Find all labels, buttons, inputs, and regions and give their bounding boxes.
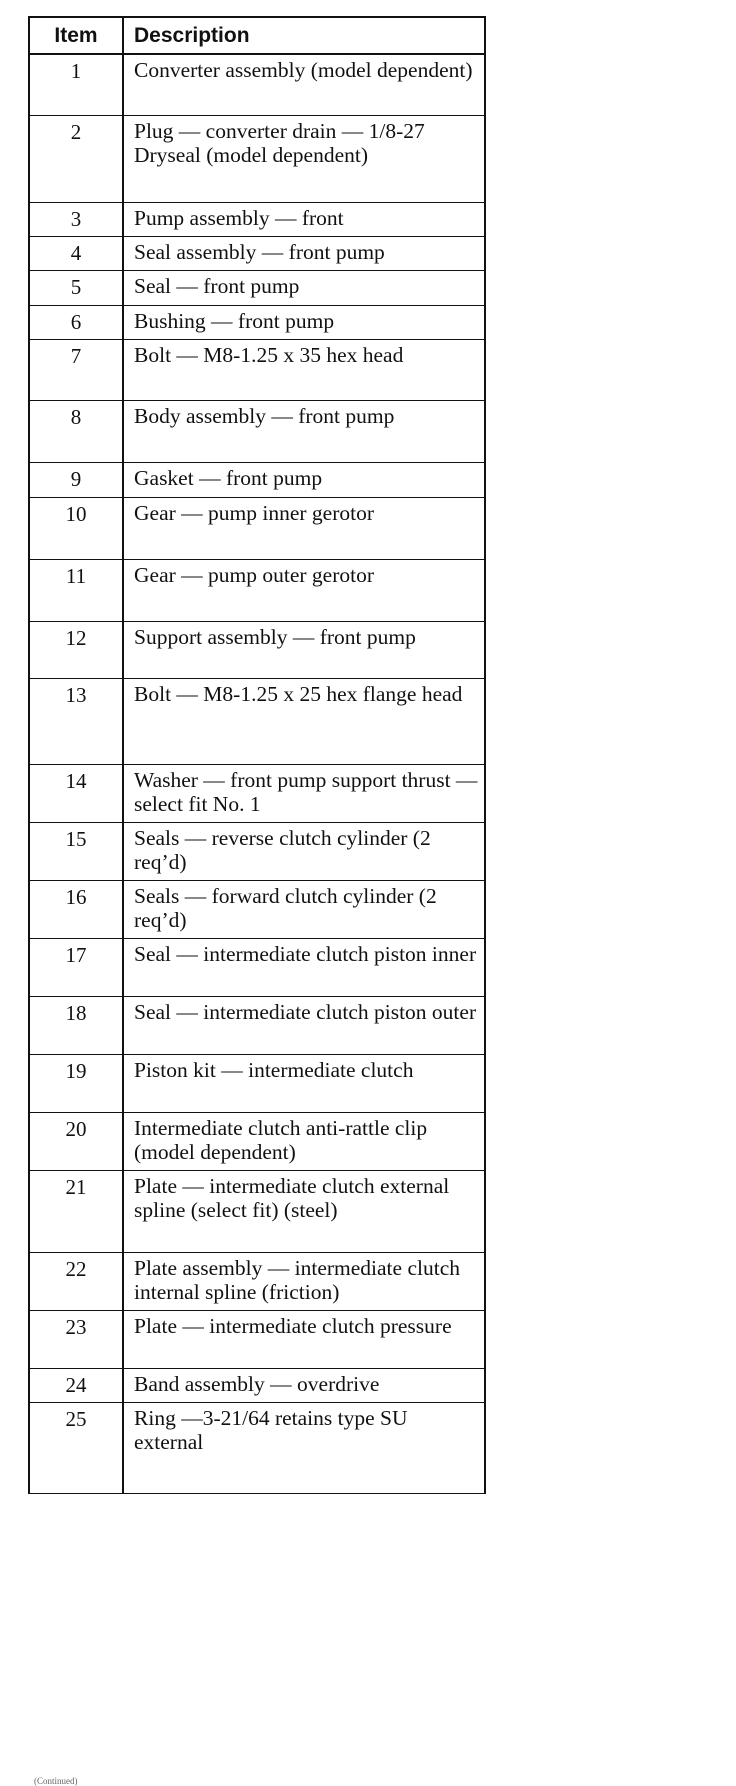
item-number: 23 [30, 1311, 124, 1368]
item-number: 8 [30, 401, 124, 462]
item-description: Support assembly — front pump [134, 625, 416, 649]
item-description: Piston kit — intermediate clutch [134, 1058, 414, 1082]
table-row [30, 679, 484, 765]
item-number: 10 [30, 498, 124, 559]
item-description: Bolt — M8-1.25 x 35 hex head [134, 343, 404, 367]
item-description: Ring —3-21/64 retains type SU external [134, 1406, 408, 1454]
continued-note: (Continued) [34, 1776, 78, 1786]
item-number: 2 [30, 116, 124, 202]
item-description: Bolt — M8-1.25 x 25 hex flange head [134, 682, 463, 706]
item-number: 21 [30, 1171, 124, 1252]
table-row [30, 306, 484, 340]
parts-table [28, 16, 486, 1494]
item-number: 25 [30, 1403, 124, 1493]
item-number: 12 [30, 622, 124, 678]
item-description: Seal assembly — front pump [134, 240, 385, 264]
table-row [30, 498, 484, 560]
item-description: Gasket — front pump [134, 466, 323, 490]
item-number: 6 [30, 306, 124, 339]
item-number: 18 [30, 997, 124, 1054]
item-number: 22 [30, 1253, 124, 1310]
item-description: Seal — intermediate clutch piston outer [134, 1000, 477, 1024]
item-number: 7 [30, 340, 124, 400]
table-row [30, 881, 484, 939]
table-row [30, 463, 484, 498]
item-number: 5 [30, 271, 124, 305]
table-row [30, 1171, 484, 1253]
item-number: 14 [30, 765, 124, 822]
item-number: 1 [30, 55, 124, 115]
table-row [30, 560, 484, 622]
table-row [30, 997, 484, 1055]
item-description: Plug — converter drain — 1/8-27 Dryseal (model dependent) [134, 119, 425, 167]
item-number: 16 [30, 881, 124, 938]
table-row [30, 55, 484, 116]
item-description: Intermediate clutch anti-rattle clip (model dependent) [134, 1116, 428, 1164]
item-number: 3 [30, 203, 124, 236]
item-number: 19 [30, 1055, 124, 1112]
item-description: Bushing — front pump [134, 309, 335, 333]
item-description: Gear — pump outer gerotor [134, 563, 375, 587]
item-number: 15 [30, 823, 124, 880]
item-description: Plate — intermediate clutch external spline (select fit) (steel) [134, 1174, 450, 1222]
table-row [30, 237, 484, 271]
table-row [30, 1403, 484, 1493]
table-row [30, 1055, 484, 1113]
item-description: Plate assembly — intermediate clutch internal spline (friction) [134, 1256, 460, 1304]
table-row [30, 939, 484, 997]
item-description: Gear — pump inner gerotor [134, 501, 375, 525]
table-row [30, 823, 484, 881]
item-description: Washer — front pump support thrust — select fit No. 1 [134, 768, 478, 816]
table-header-row [30, 18, 484, 55]
item-number: 17 [30, 939, 124, 996]
item-number: 11 [30, 560, 124, 621]
item-number: 20 [30, 1113, 124, 1170]
item-description: Band assembly — overdrive [134, 1372, 380, 1396]
header-description: Description [134, 24, 250, 47]
table-row [30, 1369, 484, 1403]
item-number: 13 [30, 679, 124, 764]
table-row [30, 622, 484, 679]
header-item: Item [30, 18, 124, 53]
table-row [30, 401, 484, 463]
item-number: 24 [30, 1369, 124, 1402]
item-number: 4 [30, 237, 124, 270]
table-row [30, 203, 484, 237]
table-row [30, 340, 484, 401]
item-description: Seals — forward clutch cylinder (2 req’d) [134, 884, 437, 932]
item-description: Converter assembly (model dependent) [134, 58, 473, 82]
item-description: Plate — intermediate clutch pressure [134, 1314, 452, 1338]
item-description: Body assembly — front pump [134, 404, 395, 428]
item-description: Pump assembly — front [134, 206, 344, 230]
item-number: 9 [30, 463, 124, 497]
table-row [30, 1311, 484, 1369]
table-row [30, 271, 484, 306]
item-description: Seals — reverse clutch cylinder (2 req’d) [134, 826, 431, 874]
table-row [30, 116, 484, 203]
item-description: Seal — front pump [134, 274, 300, 298]
table-row [30, 1113, 484, 1171]
table-row [30, 765, 484, 823]
item-description: Seal — intermediate clutch piston inner [134, 942, 477, 966]
table-row [30, 1253, 484, 1311]
